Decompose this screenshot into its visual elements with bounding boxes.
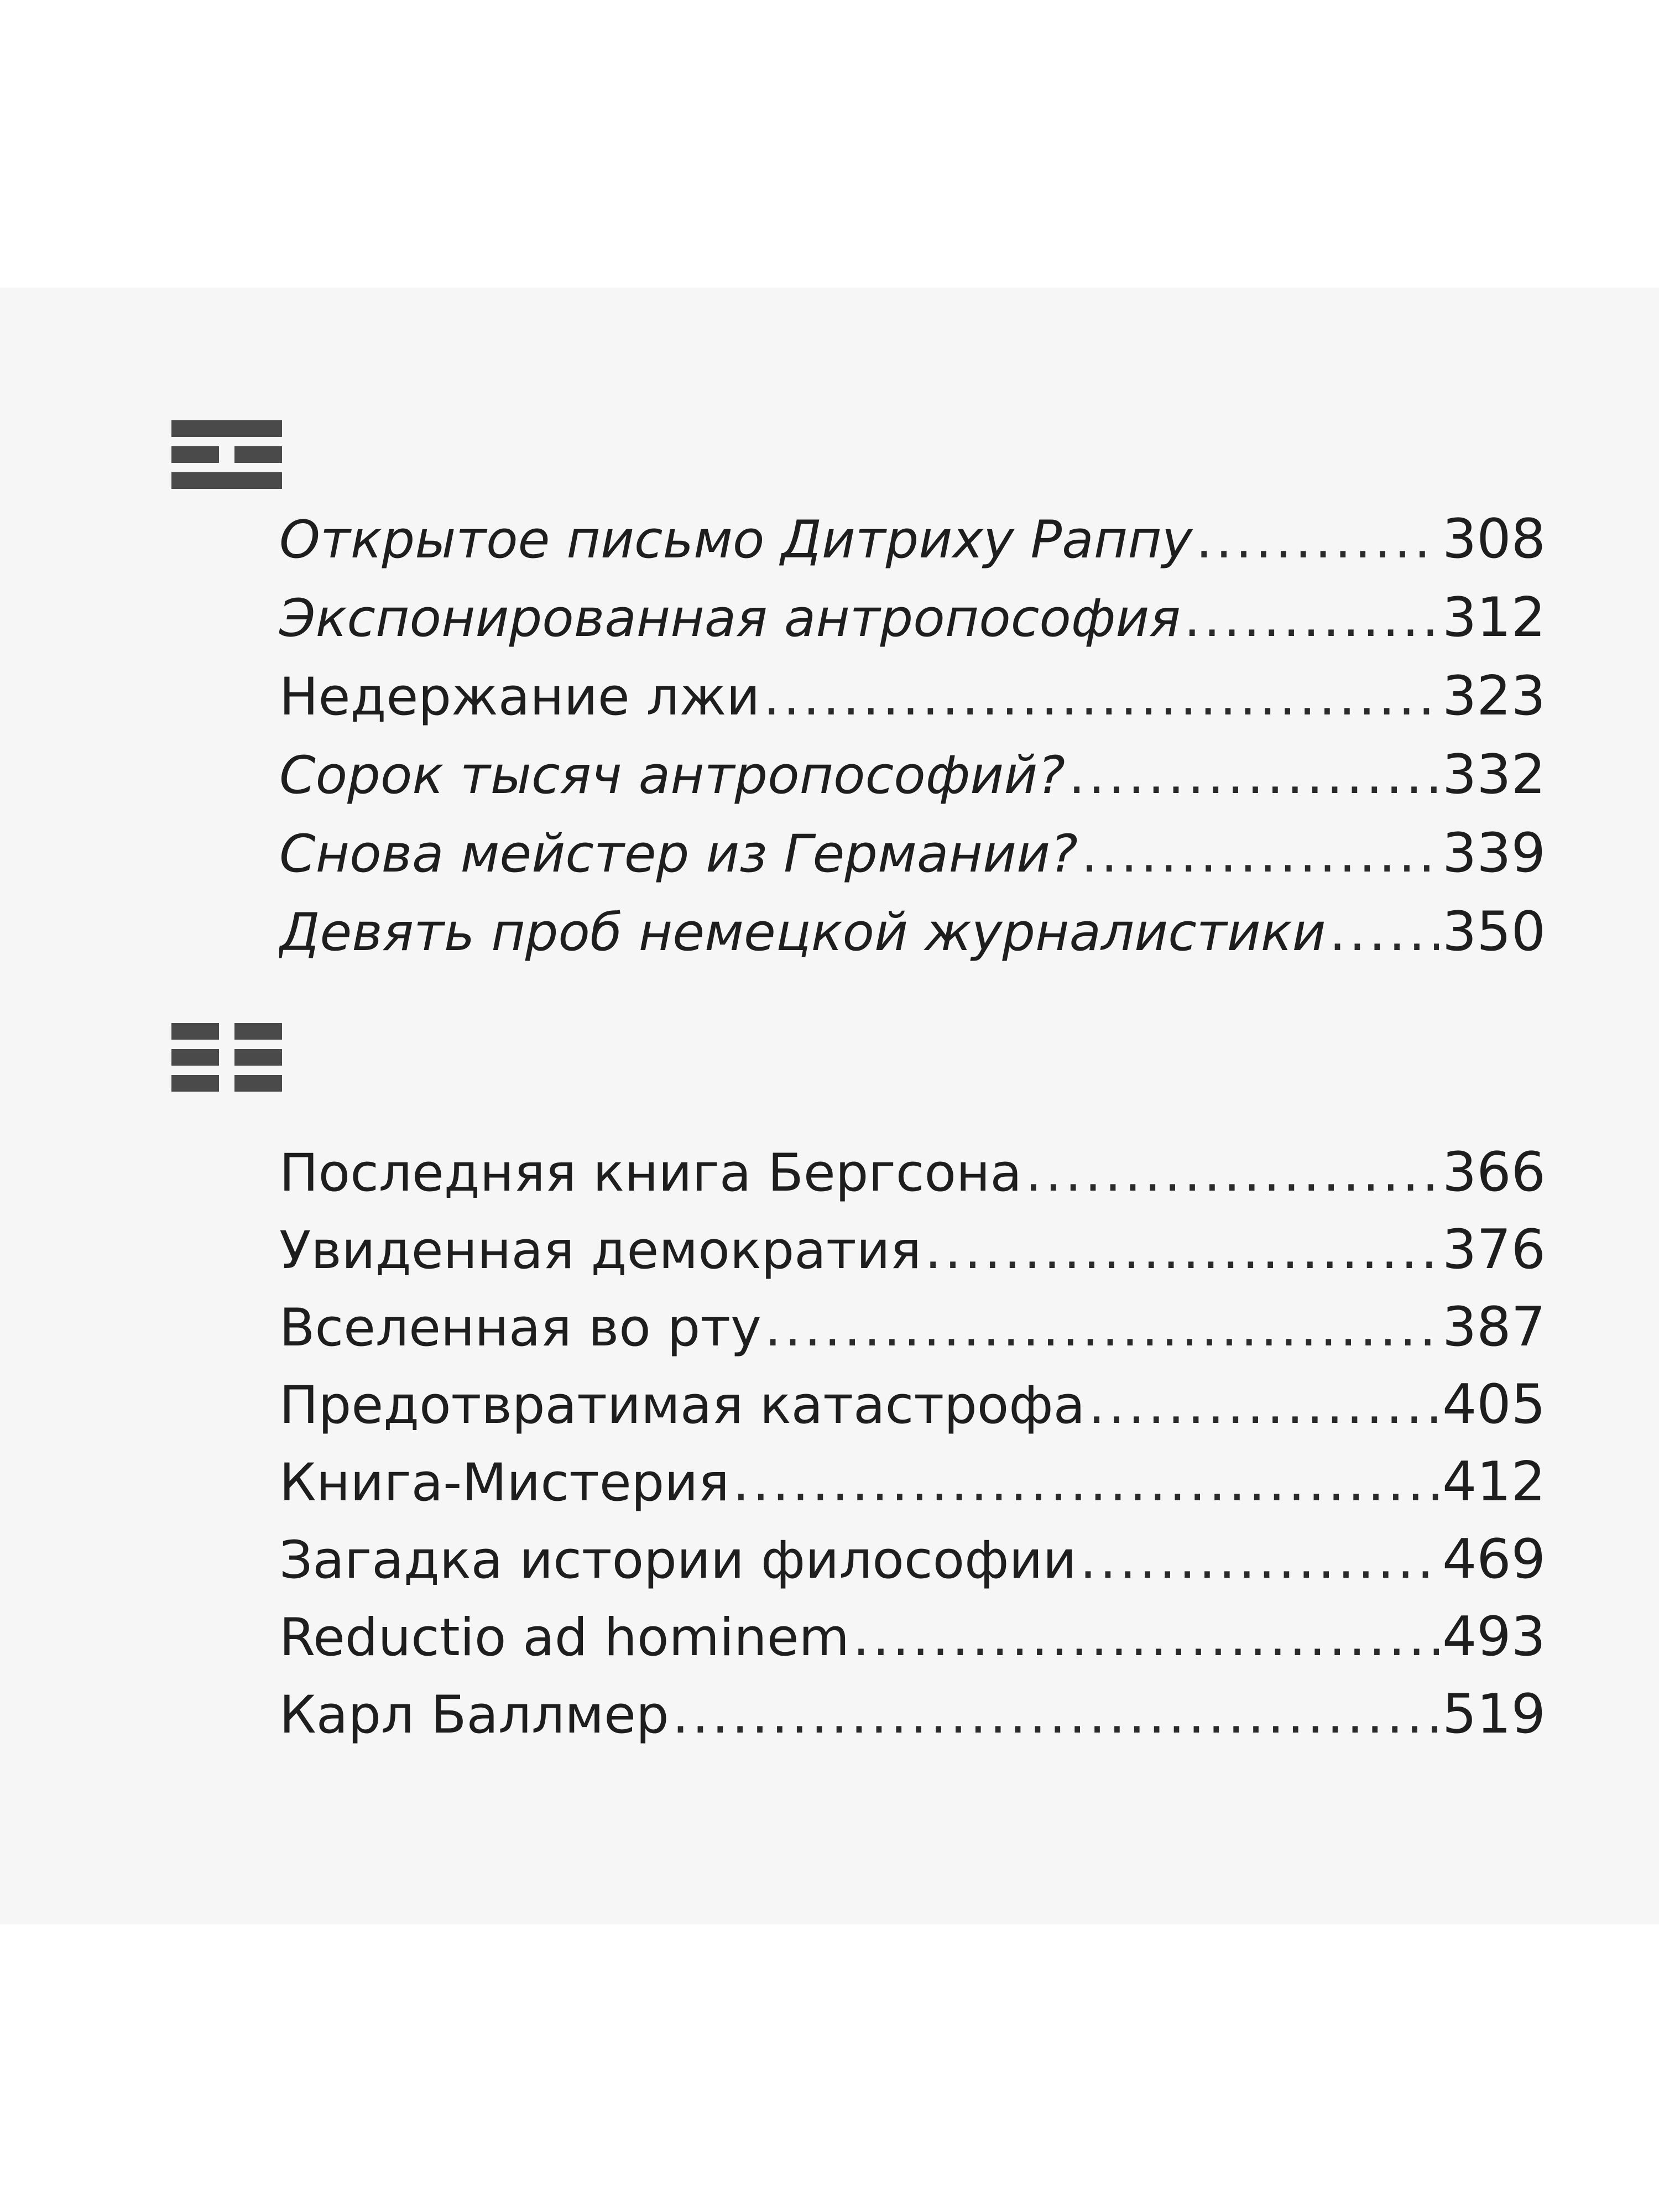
toc-entry-page: 312 <box>1442 586 1546 649</box>
toc-leader-dots <box>1081 818 1439 889</box>
toc-entry-title: Вселенная во рту <box>279 1298 761 1358</box>
toc-entry-title: Последняя книга Бергсона <box>279 1143 1022 1203</box>
toc-entry[interactable] <box>279 1601 1546 1673</box>
toc-entry-title: Увиденная демократия <box>279 1220 922 1281</box>
toc-entry-title: Предотвратимая катастрофа <box>279 1375 1086 1436</box>
toc-entry-page: 376 <box>1442 1218 1546 1281</box>
toc-entry-page: 387 <box>1442 1296 1546 1359</box>
book-page <box>0 288 1659 1924</box>
toc-entry-page: 339 <box>1442 822 1546 885</box>
trigram-line <box>171 1049 282 1066</box>
toc-leader-dots <box>733 1447 1439 1518</box>
toc-entry[interactable] <box>279 582 1546 654</box>
toc-leader-dots <box>1196 504 1439 575</box>
toc-entry[interactable] <box>279 503 1546 575</box>
toc-leader-dots <box>1068 740 1439 811</box>
toc-entry-title: Reductio ad hominem <box>279 1608 850 1668</box>
toc-entry[interactable] <box>279 1291 1546 1363</box>
toc-entry[interactable] <box>279 1369 1546 1441</box>
toc-entry[interactable] <box>279 660 1546 732</box>
toc-entry-page: 493 <box>1442 1605 1546 1668</box>
trigram-line <box>171 420 282 437</box>
toc-entry-page: 308 <box>1442 508 1546 571</box>
toc-entry-title: Карл Баллмер <box>279 1685 669 1745</box>
toc-entry-page: 469 <box>1442 1528 1546 1591</box>
trigram-line <box>171 1023 282 1040</box>
toc-entry-page: 366 <box>1442 1141 1546 1204</box>
toc-leader-dots <box>1088 1370 1439 1441</box>
trigram-line <box>171 472 282 489</box>
toc-leader-dots <box>763 661 1439 732</box>
toc-leader-dots <box>672 1679 1439 1750</box>
toc-entry-title: Экспонированная антропософия <box>279 588 1181 649</box>
toc-entry[interactable] <box>279 739 1546 811</box>
toc-entry[interactable] <box>279 1678 1546 1750</box>
toc-entry[interactable] <box>279 1524 1546 1595</box>
toc-entry[interactable] <box>279 1214 1546 1286</box>
toc-entry-page: 519 <box>1442 1683 1546 1746</box>
toc-entry-page: 323 <box>1442 665 1546 728</box>
toc-entry-title: Девять проб немецкой журналистики <box>279 902 1326 963</box>
toc-entry-page: 412 <box>1442 1451 1546 1514</box>
toc-entry[interactable] <box>279 1446 1546 1518</box>
toc-leader-dots <box>1080 1525 1439 1595</box>
toc-leader-dots <box>1025 1138 1439 1208</box>
toc-entry-title: Недержание лжи <box>279 667 760 727</box>
toc-entry-page: 350 <box>1442 900 1546 963</box>
toc-leader-dots <box>1329 897 1439 968</box>
toc-entry-title: Сорок тысяч антропософий? <box>279 745 1066 806</box>
toc-entry-title: Загадка истории философии <box>279 1530 1077 1590</box>
toc-entry-page: 332 <box>1442 743 1546 806</box>
trigram-line <box>171 446 282 463</box>
trigram-line <box>171 1075 282 1092</box>
toc-leader-dots <box>765 1292 1439 1363</box>
toc-entry[interactable] <box>279 1136 1546 1208</box>
toc-entry-title: Открытое письмо Дитриху Раппу <box>279 510 1193 570</box>
toc-entry-title: Снова мейстер из Германии? <box>279 824 1078 884</box>
toc-leader-dots <box>853 1602 1439 1673</box>
toc-leader-dots <box>1184 583 1439 654</box>
toc-entry-page: 405 <box>1442 1373 1546 1436</box>
toc-entry-title: Книга-Мистерия <box>279 1453 729 1513</box>
toc-leader-dots <box>925 1215 1439 1286</box>
toc-entry[interactable] <box>279 896 1546 968</box>
toc-entry[interactable] <box>279 817 1546 889</box>
